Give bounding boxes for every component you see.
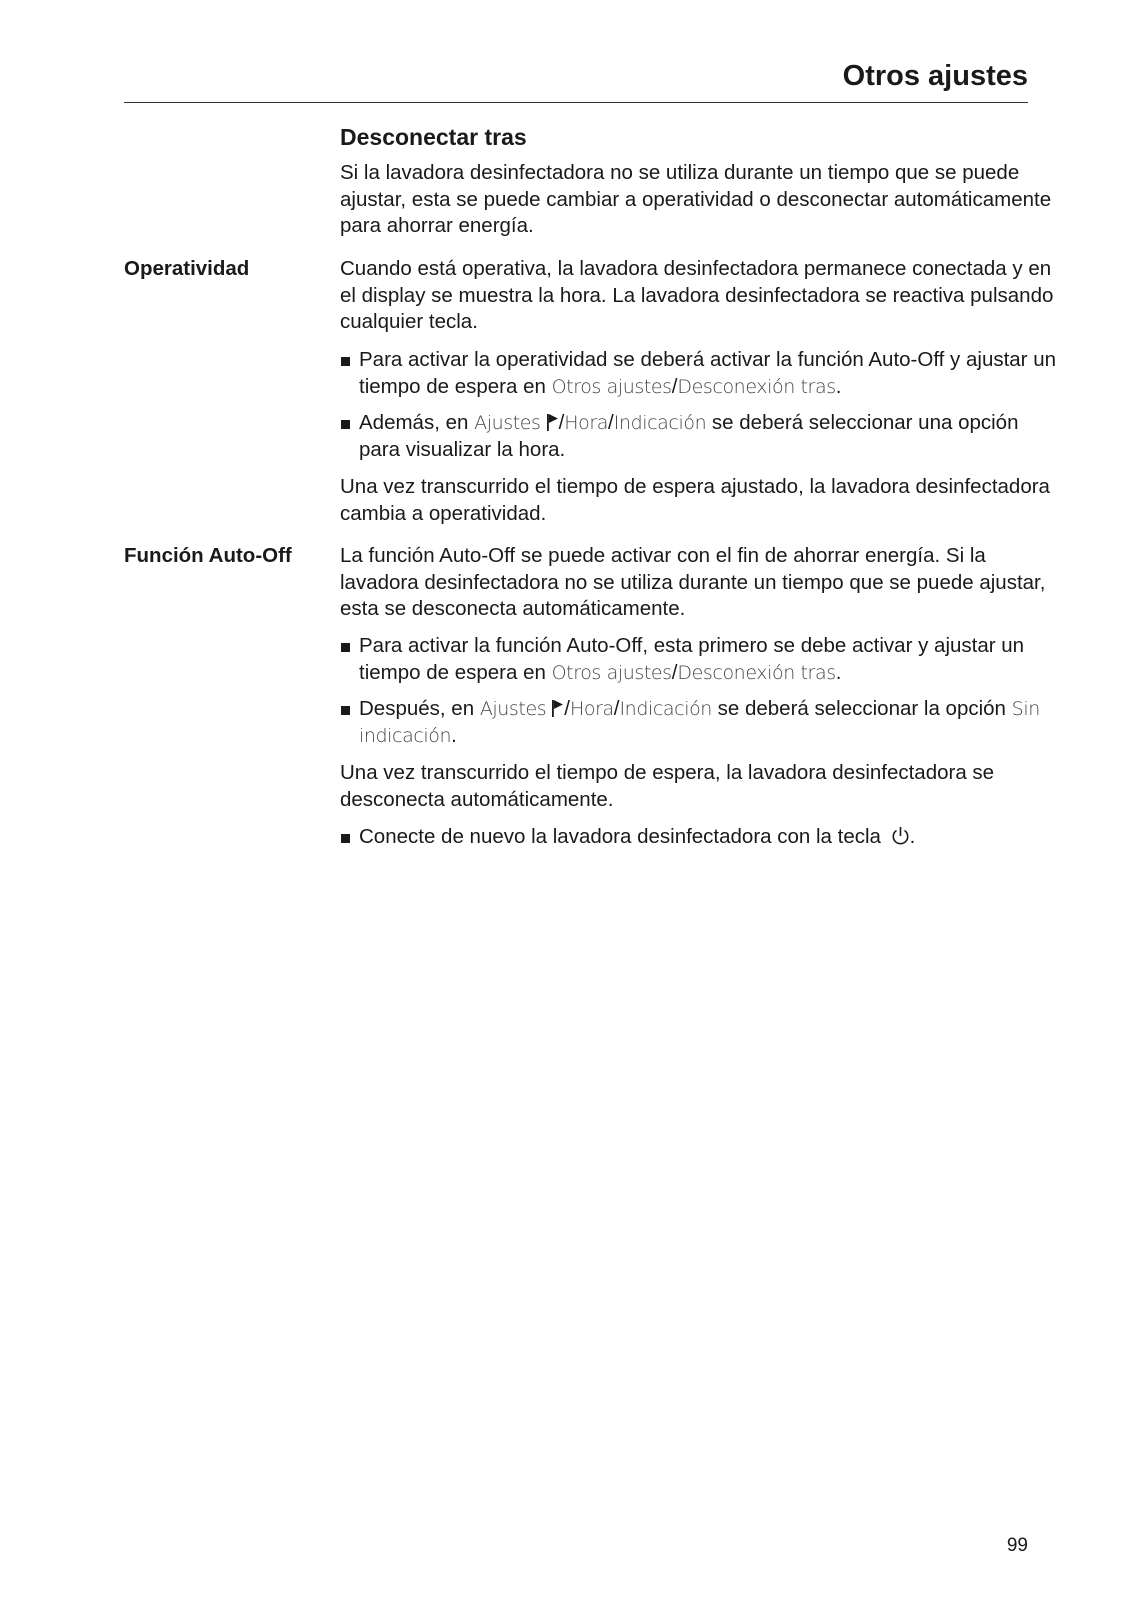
auto-off-bullet-3: [340, 824, 1060, 851]
bullet-text: .: [909, 825, 916, 848]
display-text: Otros ajustes: [551, 375, 672, 398]
section-intro: Si la lavadora desinfectadora no se utiliza durante un tiempo que se puede ajustar, esta se puede cambiar a operatividad o desconectar automáticamente para ahorrar energía.: [340, 161, 1052, 237]
side-label-auto-off: Función Auto-Off: [124, 544, 292, 567]
separator: /: [671, 374, 678, 398]
display-text: Desconexión tras: [677, 661, 836, 684]
auto-off-bullet-1: [340, 633, 1060, 686]
display-text: Indicación: [619, 698, 712, 720]
operatividad-after: Una vez transcurrido el tiempo de espera ajustado, la lavadora desinfectadora cambia a operatividad.: [340, 475, 1050, 525]
display-text: Sin indicación: [359, 698, 1040, 747]
auto-off-after: Una vez transcurrido el tiempo de espera, la lavadora desinfectadora se desconecta automáticamente.: [340, 761, 995, 811]
bullet-square-icon: [341, 706, 350, 715]
display-text: Indicación: [613, 412, 707, 434]
display-text: Hora: [564, 412, 609, 434]
auto-off-bullet-2: [340, 696, 1060, 749]
section-title: Desconectar tras: [340, 124, 527, 150]
page-number: 99: [1006, 1535, 1028, 1556]
separator: /: [671, 660, 678, 684]
display-text: Otros ajustes: [551, 661, 672, 684]
bullet-text: .: [835, 660, 842, 684]
bullet-text: Además, en: [359, 411, 475, 434]
display-text: Desconexión tras: [677, 375, 836, 398]
bullet-square-icon: [341, 420, 350, 429]
bullet-text: Después, en: [359, 697, 480, 720]
separator: /: [558, 411, 565, 434]
operatividad-bullet-1: [340, 347, 1060, 400]
power-icon: [891, 826, 910, 846]
bullet-square-icon: [341, 357, 350, 366]
side-label-operatividad: Operatividad: [124, 257, 250, 280]
auto-off-text: La función Auto-Off se puede activar con el fin de ahorrar energía. Si la lavadora desinfectadora no se utiliza durante un tiempo que se puede ajustar, esta se desconecta automáticamente.: [340, 544, 1046, 620]
bullet-square-icon: [341, 643, 350, 652]
display-text: Ajustes: [474, 412, 541, 434]
bullet-text: .: [451, 723, 457, 747]
display-text: Ajustes: [479, 698, 547, 720]
bullet-text: Conecte de nuevo la lavadora desinfectadora con la tecla: [359, 825, 887, 848]
bullet-text: Para activar la función Auto-Off, esta primero se debe activar y ajustar un tiempo de espera en: [359, 634, 1025, 684]
bullet-text: se deberá seleccionar la opción: [711, 697, 1012, 720]
operatividad-bullet-2: [340, 410, 1060, 463]
separator: /: [564, 697, 570, 720]
bullet-text: se deberá seleccionar una opción para visualizar la hora.: [359, 411, 1019, 461]
separator: /: [608, 411, 614, 434]
bullet-text: Para activar la operatividad se deberá activar la función Auto-Off y ajustar un tiempo de espera en: [359, 348, 1057, 398]
operatividad-text: Cuando está operativa, la lavadora desinfectadora permanece conectada y en el display se muestra la hora. La lavadora desinfectadora se reactiva pulsando cualquier tecla.: [340, 257, 1054, 333]
bullet-square-icon: [341, 834, 350, 843]
separator: /: [613, 697, 620, 720]
bullet-text: .: [835, 374, 842, 398]
display-text: Hora: [569, 698, 614, 720]
header-divider: [124, 102, 1028, 103]
flag-icon: [552, 700, 563, 717]
page-header-title: Otros ajustes: [842, 60, 1028, 92]
flag-icon: [547, 414, 558, 431]
